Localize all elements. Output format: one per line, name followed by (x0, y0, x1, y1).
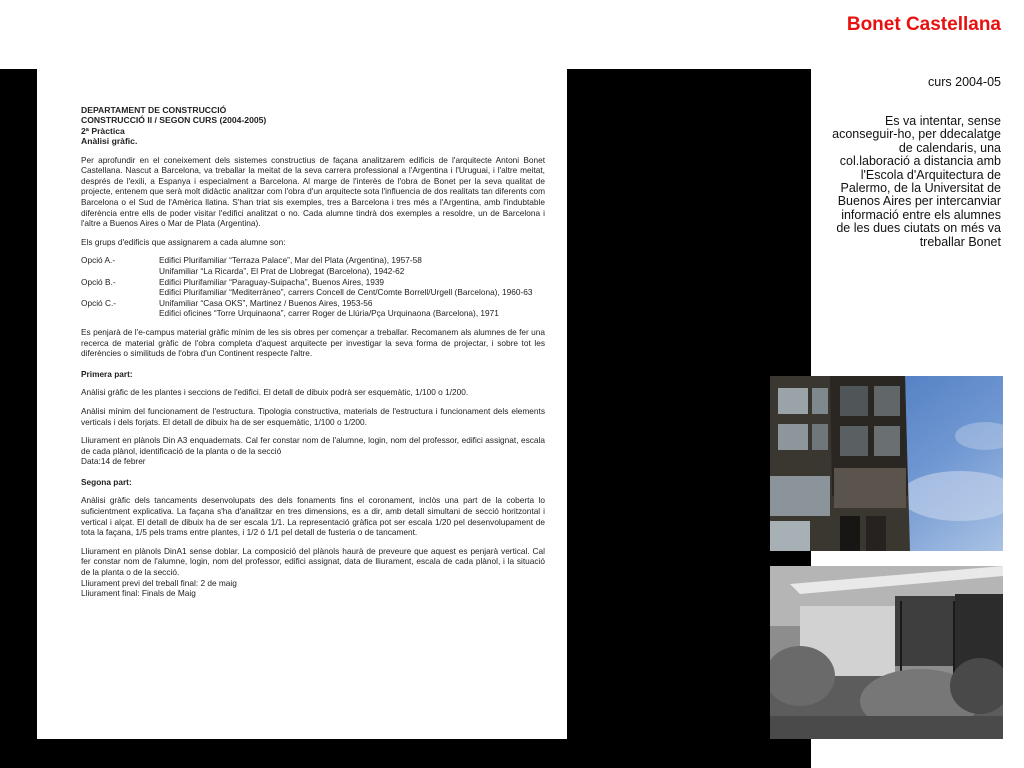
house-photo (770, 566, 1003, 739)
part2-analysis: Anàlisi gràfic dels tancaments desenvolupats des dels fonaments fins el coronament, inclòs una part de la coberta lo suficientment explicativa. La façana s'ha d'analitzar en tres dimensions, es a dir, amb detall simultani de secció horitzontal i vertical i alçat. El detall de dibuix ha de ser escala 1/1. La representació gràfica pot ser escala 1/20 pel desenvolupament de tota la façana, 1/5 pels trams entre plantes, i 1/2 ó 1/1 pel detall de fusteria o de tancament. (81, 495, 545, 538)
part1-date: Data:14 de febrer (81, 456, 146, 467)
sidebar-description: Es va intentar, sense aconseguir-ho, per ddecalatge de calendaris, una col.laboració a distancia amb l'Escola d'Arquitectura de Palermo, de la Universitat de Buenos Aires per intercanviar informació entre els alumnes de les dues ciutats on més va treballar Bonet (832, 114, 1001, 249)
options-list (81, 255, 545, 319)
option-line: Unifamiliar “Casa OKS”, Martinez / Buenos Aires, 1953-56 (159, 297, 373, 308)
doc-subject: Anàlisi gràfic. (81, 136, 138, 147)
part1-title: Primera part: (81, 368, 133, 379)
doc-course: CONSTRUCCIÓ II / SEGON CURS (2004-2005) (81, 115, 267, 126)
doc-department: DEPARTAMENT DE CONSTRUCCIÓ (81, 105, 227, 115)
part2-prev-date: Lliurament previ del treball final: 2 de maig (81, 577, 237, 588)
doc-groups-intro: Els grups d'edificis que assignarem a cada alumne son: (81, 236, 286, 247)
part2-delivery: Lliurament en plànols DinA1 sense doblar. La composició del plànols haurà de preveure que aquest es penjarà vertical. Cal fer constar nom de l'alumne, login, nom del professor, edifici assignat, data de lliurament, escala de cada plànol, i la situació de la planta o de la secció. (81, 545, 545, 578)
option-key: Opció A.- (81, 255, 116, 266)
page-title: Bonet Castellana (846, 14, 1001, 35)
tower-building-photo (770, 376, 1003, 551)
doc-intro: Per aprofundir en el coneixement dels sistemes constructius de façana analitzarem edificis de l'arquitecte Antoni Bonet Castellana. Nascut a Barcelona, va treballar la meitat de la seva carrera professional a l'Argentina i l'Uruguai, i l'altre meitat, després de l'exili, a Espanya i especialment a Barcelona. Al marge de l'interès de l'obra de Bonet per la seva qualitat de projecte, entenem que serà molt didàctic analitzar com l'obra d'un arquitecte sota l'influencia de dos realitats tan diferents com Barcelona o el Sud de l'Amèrica llatina. S'han triat sis exemples, tres a Barcelona i tres més a l'Argentina, amb l'indubtable diferència entre ells de poder visitar l'edifici analitzat o no. Cada alumne tindrà dos exemples a resoldre, un de Barcelona i l'altre a Buenos Aires o Mar de Plata (Argentina). (81, 154, 545, 229)
part2-title: Segona part: (81, 476, 132, 487)
course-year: curs 2004-05 (928, 75, 1001, 89)
part1-delivery: Lliurament en plànols Din A3 enquadernats. Cal fer constar nom de l'alumne, login, nom del professor, edifici assignat, escala de cada plànol, identificació de la planta o de la secció (81, 435, 545, 456)
part2-final-date: Lliurament final: Finals de Maig (81, 588, 196, 599)
option-b (81, 277, 545, 298)
part1-structure: Anàlisi mínim del funcionament de l'estructura. Tipologia constructiva, materials de l'estructura i funcionament dels elements verticals i dels forjats. El detall de dibuix ha de ser esquemàtic, 1/100 o 1/200. (81, 405, 545, 427)
doc-campus: Es penjarà de l'e-campus material gràfic mínim de les sis obres per començar a treballar. Recomanem als alumnes de fer una recerca de material gràfic de l'obra completa d'aquest arquitecte per investigar la seva forma de projectar, i sobre tot les diferències o similituds de l'obra d'un Continent respecte l'altre. (81, 326, 545, 359)
option-line: Unifamiliar “La Ricarda”, El Prat de Llobregat (Barcelona), 1942-62 (159, 265, 405, 276)
scanned-document (37, 69, 567, 739)
option-line: Edifici oficines “Torre Urquinaona”, carrer Roger de Llúria/Pça Urquinaona (Barcelona), 1971 (159, 308, 499, 319)
option-line: Edifici Plurifamiliar “Paraguay-Suipacha”, Buenos Aires, 1939 (159, 276, 385, 287)
option-line: Edifici Plurifamiliar “Terraza Palace”, Mar del Plata (Argentina), 1957-58 (159, 255, 422, 266)
option-a (81, 255, 545, 276)
option-key: Opció C.- (81, 297, 117, 308)
option-line: Edifici Plurifamiliar “Mediterràneo”, carrers Concell de Cent/Comte Borrell/Urgell (Barcelona), 1960-63 (159, 287, 533, 298)
option-key: Opció B.- (81, 276, 116, 287)
doc-practice: 2ª Pràctica (81, 125, 125, 136)
part1-plans: Anàlisi gràfic de les plantes i seccions de l'edifici. El detall de dibuix podrà ser esquemàtic, 1/100 o 1/200. (81, 387, 469, 398)
option-c (81, 298, 545, 319)
